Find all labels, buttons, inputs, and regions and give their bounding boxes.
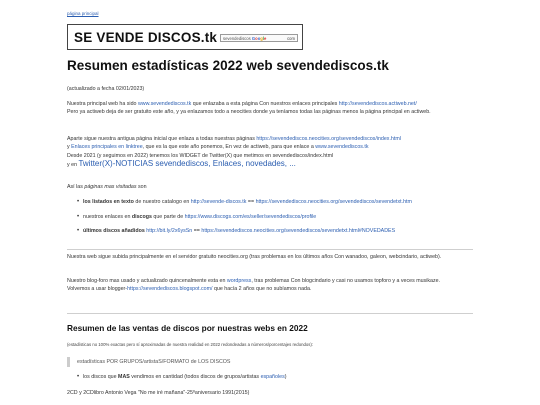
blog-paragraph: Nuestro blog-foro mas usado y actualizado quincenalmente esta en wordpress, tras problemas Con blogcindario y casi no usamos topforo y a veces musikaze. Volvemos a usar blogger-https://sevendediscos.blogspot.com/ que hacía 2 años que no subíamos nada. xyxy=(67,278,441,293)
sales-heading: Resumen de las ventas de discos por nuestras webs en 2022 xyxy=(67,323,308,333)
google-logo-icon: G xyxy=(251,36,256,41)
updated-date: (actualizado a fecha 02/01/2023) xyxy=(67,86,145,92)
breadcrumb-link[interactable]: página principal xyxy=(67,11,99,16)
main-site-link[interactable]: www.sevendediscos.tk xyxy=(137,101,192,107)
sales-list xyxy=(77,373,286,388)
novedades-link[interactable]: https://sevendediscos.neocities.org/sevendediscos/sevendetxt.html#NOVEDADES xyxy=(201,228,396,234)
list-item: • los discos que MAS vendimos en cantidad (todos discos de grupos/artistas españoles) xyxy=(77,373,286,388)
logo-search-box: sevendediscos Google com xyxy=(220,34,298,42)
logo-title: SE VENDE DISCOS.tk xyxy=(74,30,218,45)
wordpress-link[interactable]: wordpress xyxy=(226,278,252,284)
bitly-link[interactable]: http://bit.ly/2x6ysSn xyxy=(146,228,193,234)
intro-paragraph: Nuestra principal web ha sido www.sevendediscos.tk que enlazaba a esta página Con nuestros enlaces principales http://sevendediscos.actiweb.net/ Pero ya actiweb deja de ser gratuito este año, y ya enlazamos todo a neocities donde ya teníamos todas las páginas menos la página principal en actiweb. xyxy=(67,101,431,116)
discogs-link[interactable]: https://www.discogs.com/es/seller/sevendediscos/profile xyxy=(184,213,317,220)
spanish-artists-link[interactable]: españoles xyxy=(260,374,285,380)
neocities-index-link[interactable]: https://sevendediscos.neocities.org/sevendediscos/index.html xyxy=(256,136,401,142)
sales-quote: estadísticas POR GRUPOS/artistaS/FORMATO de LOS DISCOS xyxy=(67,357,230,367)
page-title: Resumen estadísticas 2022 web sevendediscos.tk xyxy=(67,58,389,73)
divider xyxy=(67,249,473,250)
visited-intro: Así las páginas mas visitadas son xyxy=(67,184,147,190)
neocities-paragraph: Nuestra web sigue subida principalmente en el servidor gratuito neocities.org (tras problemas en los últimos años Con wanadoo, galeon, webcindario, actiweb). xyxy=(67,254,442,260)
divider xyxy=(67,313,473,314)
linktree-link[interactable]: Enlaces principales en linktree xyxy=(71,144,143,151)
list-item: • los listados en texto de nuestro catalogo en http://sevende-discos.tk == https://sevendediscos.neocities.org/sevendediscos/sevendetxt.htm xyxy=(77,198,412,213)
txt-catalog-link[interactable]: http://sevende-discos.tk xyxy=(190,199,247,205)
tk-link[interactable]: www.sevendediscos.tk xyxy=(315,144,369,151)
logo-search-tld: com xyxy=(287,36,295,41)
logo-search-domain: sevendediscos xyxy=(223,36,251,41)
twitter-news-link[interactable]: Twitter(X)-NOTICIAS sevendediscos, Enlaces, novedades, ... xyxy=(78,159,296,169)
list-item: • nuestros enlaces en discogs que parte de https://www.discogs.com/es/seller/sevendediscos/profile xyxy=(77,213,412,228)
list-item: • últimos discos añadidos http://bit.ly/2x6ysSn == https://sevendediscos.neocities.org/sevendediscos/sevendetxt.html#NOVEDADES xyxy=(77,227,412,242)
blogger-link[interactable]: https://sevendediscos.blogspot.com/ xyxy=(127,286,213,293)
aparte-paragraph: Aparte sigue nuestra antigua página inicial que enlaza a todas nuestras páginas https://sevendediscos.neocities.org/sevendediscos/index.html y Enlaces principales en linktree, que es la que este año ponemos, En vez de actiweb, para que enlace a www.sevendediscos.tk Desde 2021 (y seguimos en 2022) tenemos los WIDGET de Twitter(X) que metimos en sevendediscos/index.html y en Twitter(X)-NOTICIAS sevendediscos, Enlaces, novedades, ... xyxy=(67,136,401,169)
site-logo-banner[interactable] xyxy=(67,24,303,50)
actiweb-link[interactable]: http://sevendediscos.actiweb.net/ xyxy=(338,101,417,107)
last-line: 2CD y 2CDlibro Antonio Vega "No me iré mañana"-25ºaniversario 1991(2015) xyxy=(67,390,250,396)
visited-list xyxy=(77,198,412,242)
txt-catalog-neocities-link[interactable]: https://sevendediscos.neocities.org/sevendediscos/sevendetxt.htm xyxy=(255,199,412,205)
sales-note: (estadísticas no 100% exactas pero sí aproximadas de nuestra realidad en 2022 redondeadas a números/porcentajes redondos): xyxy=(67,342,314,347)
